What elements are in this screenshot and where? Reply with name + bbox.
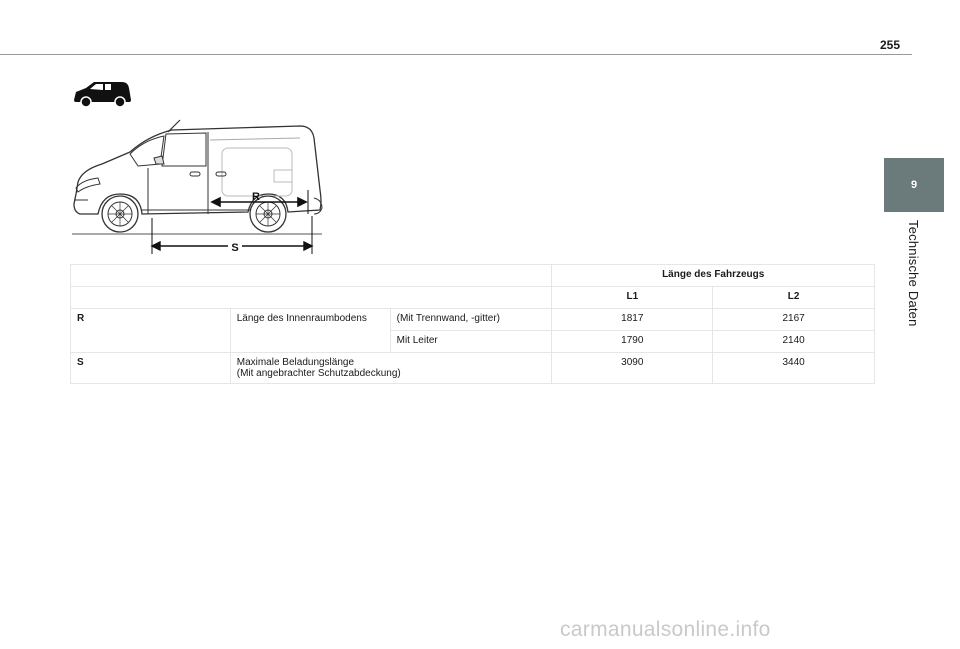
page-number: 255 xyxy=(879,38,901,52)
row-l1-value: 1817 xyxy=(552,309,713,331)
row-description-line2: (Mit angebrachter Schutzabdeckung) xyxy=(236,368,401,379)
table-header-row xyxy=(71,265,875,287)
dimension-label-s: S xyxy=(231,242,239,254)
col-l1-header: L1 xyxy=(552,287,713,309)
chapter-tab[interactable] xyxy=(884,158,944,212)
length-spec-table xyxy=(70,264,875,384)
table-row xyxy=(71,309,875,331)
row-condition: Mit Leiter xyxy=(390,331,552,353)
table-row xyxy=(71,353,875,384)
empty-subheader-cell xyxy=(71,287,552,309)
row-l2-value: 2140 xyxy=(713,331,875,353)
van-icon xyxy=(72,80,134,108)
table-subheader-row xyxy=(71,287,875,309)
row-description: Länge des Innenraumbodens xyxy=(230,309,390,353)
row-description xyxy=(230,353,552,384)
empty-header-cell xyxy=(71,265,552,287)
chapter-title: Technische Daten xyxy=(906,220,921,327)
row-l2-value: 3440 xyxy=(713,353,875,384)
header-rule xyxy=(0,54,912,55)
row-description-line1: Maximale Beladungslänge xyxy=(236,357,355,368)
row-key: R xyxy=(71,309,231,353)
watermark: carmanualsonline.info xyxy=(560,618,771,641)
row-key: S xyxy=(71,353,231,384)
header-group-cell: Länge des Fahrzeugs xyxy=(552,265,875,287)
chapter-number: 9 xyxy=(910,179,918,191)
row-l1-value: 1790 xyxy=(552,331,713,353)
dimension-label-r: R xyxy=(252,191,260,203)
row-l1-value: 3090 xyxy=(552,353,713,384)
van-side-view-drawing xyxy=(68,118,330,260)
row-condition: (Mit Trennwand, -gitter) xyxy=(390,309,552,331)
col-l2-header: L2 xyxy=(713,287,875,309)
row-l2-value: 2167 xyxy=(713,309,875,331)
